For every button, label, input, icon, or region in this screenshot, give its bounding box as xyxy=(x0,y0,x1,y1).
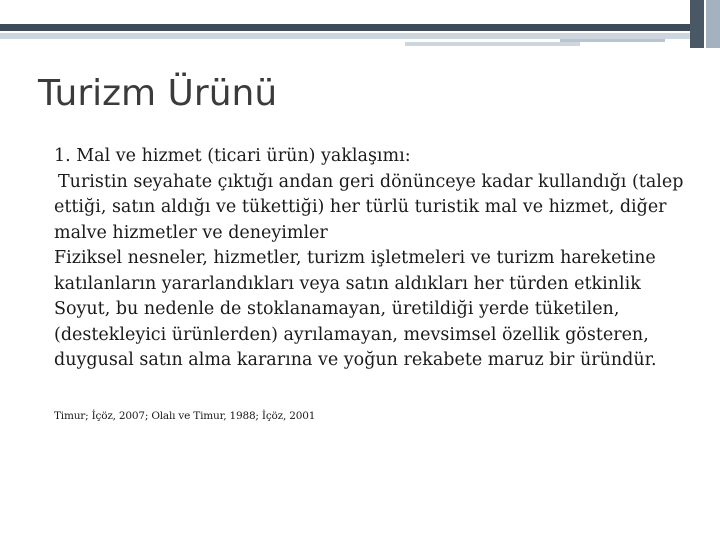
body-line: duygusal satın alma kararına ve yoğun rekabete maruz bir üründür. xyxy=(54,350,657,370)
body-line: malve hizmetler ve deneyimler xyxy=(54,222,328,243)
header-bar-accent-lower xyxy=(405,42,580,46)
body-line: Turistin seyahate çıktığı andan geri dönünceye kadar kullandığı (talep xyxy=(58,171,684,192)
corner-block-dark xyxy=(690,0,704,48)
body-line: (destekleyici ürünlerden) ayrılamayan, mevsimsel özellik gösteren, xyxy=(54,324,649,345)
body-line: Fiziksel nesneler, hizmetler, turizm işletmeleri ve turizm hareketine xyxy=(54,248,656,268)
citation: Timur; İçöz, 2007; Olalı ve Timur, 1988; İçöz, 2001 xyxy=(54,410,316,422)
slide-body xyxy=(54,144,714,374)
body-line: 1. Mal ve hizmet (ticari ürün) yaklaşımı: xyxy=(54,146,411,166)
body-line: Soyut, bu nedenle de stoklanamayan, üretildiği yerde tüketilen, xyxy=(54,299,620,319)
body-line: katılanların yararlandıkları veya satın aldıkları her türden etkinlik xyxy=(54,273,641,294)
body-line: ettiği, satın aldığı ve tükettiği) her türlü turistik mal ve hizmet, diğer xyxy=(54,197,667,217)
corner-block-light xyxy=(706,0,720,48)
slide-title: Turizm Ürünü xyxy=(38,73,278,114)
header-bar-dark xyxy=(0,24,690,31)
